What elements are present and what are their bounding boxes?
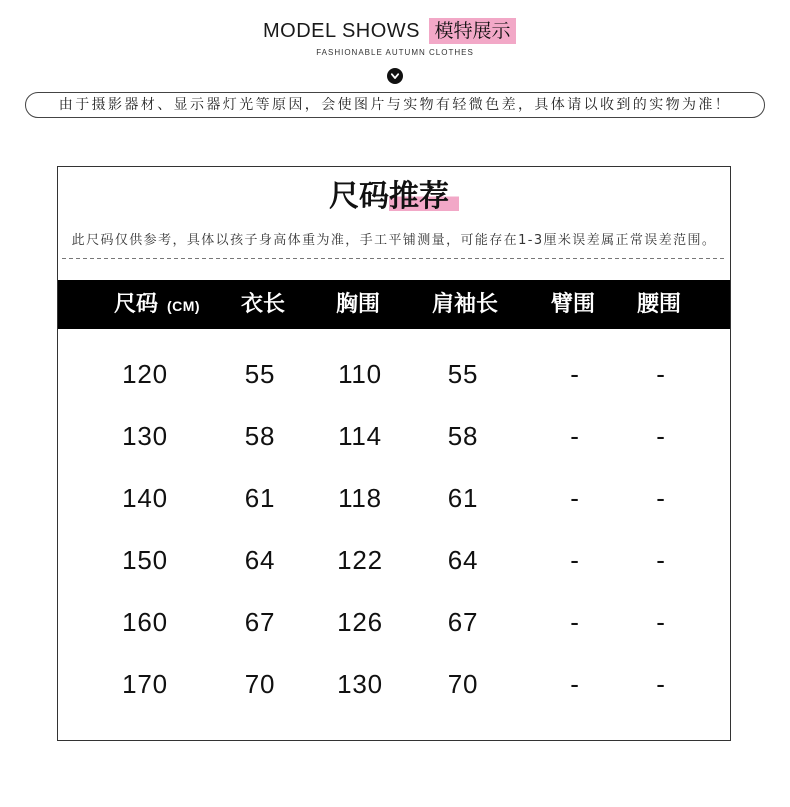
size-chart-title-main: 尺码 <box>329 179 389 214</box>
shoulder-sleeve-cell: 55 <box>447 359 479 389</box>
waist-cell: - <box>656 421 666 451</box>
header-chest: 胸围 <box>335 292 380 317</box>
header-length: 衣长 <box>240 292 285 317</box>
shoulder-sleeve-cell: 70 <box>447 669 479 699</box>
header-size <box>97 280 217 329</box>
chest-cell: 110 <box>338 359 382 389</box>
color-difference-notice: 由于摄影器材、显示器灯光等原因，会使图片与实物有轻微色差，具体请以收到的实物为准！ <box>25 92 765 118</box>
size-cell: 170 <box>122 669 168 699</box>
header-size-unit: (CM) <box>166 298 201 314</box>
chest-cell: 130 <box>337 669 383 699</box>
section-header <box>263 18 516 44</box>
arm-cell: - <box>570 669 580 699</box>
header-waist: 腰围 <box>636 292 681 317</box>
length-cell: 55 <box>244 359 276 389</box>
size-chart-note: 此尺码仅供参考，具体以孩子身高体重为准，手工平铺测量，可能存在1-3厘米误差属正常误差范围。 <box>71 233 717 248</box>
size-chart-title-highlight: 推荐 <box>389 179 459 214</box>
arm-cell: - <box>570 607 580 637</box>
size-chart-panel <box>57 166 731 741</box>
shoulder-sleeve-cell: 58 <box>447 421 479 451</box>
header-shoulder-sleeve: 肩袖长 <box>431 292 498 317</box>
table-row <box>58 653 730 715</box>
table-row <box>58 529 730 591</box>
header-size-label: 尺码 <box>113 292 158 317</box>
length-cell: 58 <box>244 421 276 451</box>
arm-cell: - <box>570 545 580 575</box>
table-row <box>58 343 730 405</box>
section-subtitle: FASHIONABLE AUTUMN CLOTHES <box>316 48 474 57</box>
waist-cell: - <box>656 669 666 699</box>
length-cell: 64 <box>244 545 276 575</box>
waist-cell: - <box>656 359 666 389</box>
length-cell: 61 <box>244 483 276 513</box>
chest-cell: 122 <box>337 545 383 575</box>
arm-cell: - <box>570 421 580 451</box>
size-cell: 130 <box>122 421 168 451</box>
shoulder-sleeve-cell: 64 <box>447 545 479 575</box>
shoulder-sleeve-cell: 67 <box>447 607 479 637</box>
size-cell: 140 <box>122 483 168 513</box>
section-title-cn-badge: 模特展示 <box>429 18 516 44</box>
section-title-en: MODEL SHOWS <box>263 20 420 42</box>
table-row <box>58 405 730 467</box>
table-header <box>58 280 730 329</box>
header-arm: 臂围 <box>550 292 595 317</box>
length-cell: 67 <box>244 607 276 637</box>
length-cell: 70 <box>244 669 276 699</box>
size-cell: 160 <box>122 607 168 637</box>
arm-cell: - <box>570 359 580 389</box>
size-chart-title <box>58 179 730 215</box>
size-cell: 120 <box>122 359 168 389</box>
chevron-down-icon <box>387 68 403 84</box>
waist-cell: - <box>656 607 666 637</box>
table-row <box>58 467 730 529</box>
table-row <box>58 591 730 653</box>
arm-cell: - <box>570 483 580 513</box>
chest-cell: 126 <box>337 607 383 637</box>
waist-cell: - <box>656 483 666 513</box>
size-cell: 150 <box>122 545 168 575</box>
dashed-divider <box>62 258 726 259</box>
chest-cell: 114 <box>338 421 382 451</box>
chest-cell: 118 <box>338 483 382 513</box>
shoulder-sleeve-cell: 61 <box>447 483 479 513</box>
waist-cell: - <box>656 545 666 575</box>
